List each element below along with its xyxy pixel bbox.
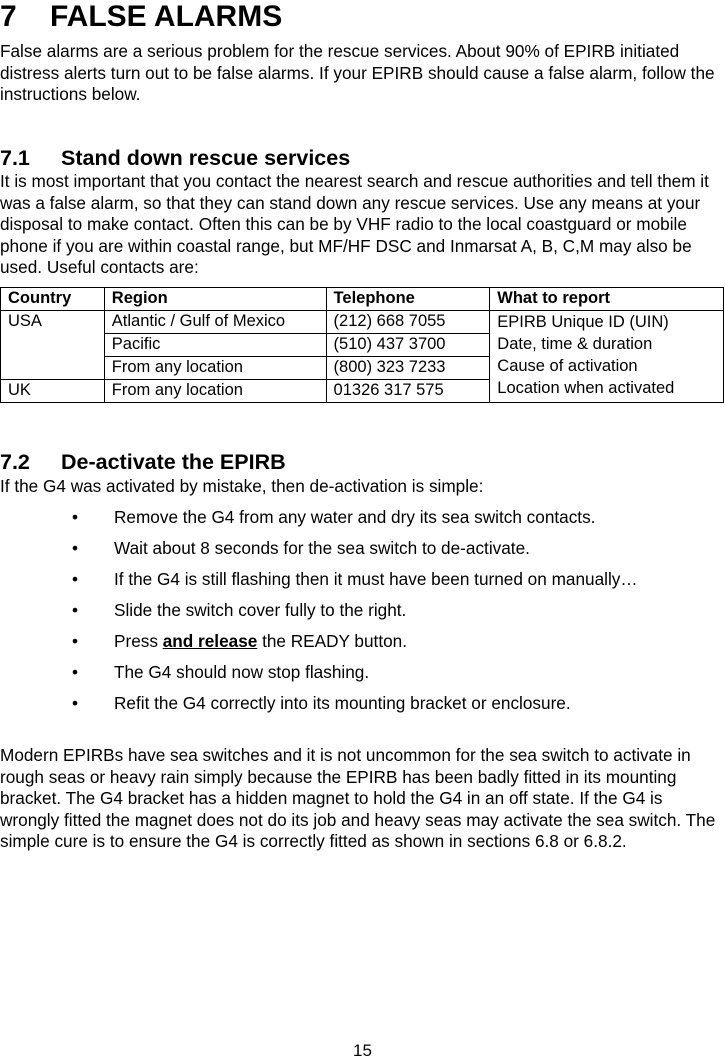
table-row — [1, 311, 724, 334]
section-7-2-heading — [0, 449, 286, 475]
section-7-2-intro: If the G4 was activated by mistake, then de-activation is simple: — [0, 476, 484, 496]
section-7-2-number: 7.2 — [0, 450, 30, 474]
step-text: If the G4 is still flashing then it must have been turned on manually… — [114, 569, 638, 589]
list-item — [0, 692, 638, 723]
step-suffix: the READY button. — [257, 631, 407, 651]
deactivation-steps-list — [0, 506, 638, 723]
section-7-number: 7 — [0, 0, 17, 33]
section-7-intro: False alarms are a serious problem for the rescue services. About 90% of EPIRB initiated distress alerts turn out to be false alarms. If your EPIRB should cause a false alarm, follow the instructions below. — [0, 41, 715, 104]
section-7-1-title: Stand down rescue services — [61, 146, 351, 170]
list-item — [0, 568, 638, 599]
bullet-icon: • — [72, 507, 79, 527]
step-prefix: Press — [114, 631, 163, 651]
step-text: Wait about 8 seconds for the sea switch to de-activate. — [114, 538, 530, 558]
list-item — [0, 661, 638, 692]
cell-what-to-report — [490, 311, 724, 403]
bullet-icon: • — [72, 631, 79, 651]
section-7-title: FALSE ALARMS — [50, 0, 283, 33]
section-7-1-number: 7.1 — [0, 146, 30, 170]
list-item — [0, 537, 638, 568]
section-7-1-body: It is most important that you contact the nearest search and rescue authorities and tell them it was a false alarm, so that they can stand down any rescue services. Use any means at your disposal to make contact. Often this can be by VHF radio to the local coastguard or mobile phone if you are within coastal range, but MF/HF DSC and Inmarsat A, B, C,M may also be used. Useful contacts are: — [0, 171, 709, 277]
cell-telephone: (212) 668 7055 — [326, 311, 490, 334]
cell-telephone: 01326 317 575 — [326, 380, 490, 403]
bullet-icon: • — [72, 693, 79, 713]
cell-country — [1, 334, 105, 357]
section-7-1-heading — [0, 145, 350, 171]
bullet-icon: • — [72, 569, 79, 589]
list-item — [0, 506, 638, 537]
report-item: EPIRB Unique ID (UIN) — [497, 313, 669, 331]
list-item — [0, 599, 638, 630]
header-telephone: Telephone — [326, 288, 490, 311]
step-text: The G4 should now stop flashing. — [114, 662, 370, 682]
cell-region: Pacific — [104, 334, 326, 357]
section-7-2-title: De-activate the EPIRB — [61, 450, 286, 474]
page-number: 15 — [353, 1041, 372, 1060]
report-item: Date, time & duration — [497, 335, 653, 353]
step-emphasis: and release — [162, 631, 258, 651]
cell-country: USA — [1, 311, 105, 334]
step-text: Refit the G4 correctly into its mounting bracket or enclosure. — [114, 693, 571, 713]
section-7-heading — [0, 0, 282, 34]
step-text: Remove the G4 from any water and dry its sea switch contacts. — [114, 507, 596, 527]
bullet-icon: • — [72, 600, 79, 620]
header-what-to-report: What to report — [490, 288, 724, 311]
header-region: Region — [104, 288, 326, 311]
cell-country: UK — [1, 380, 105, 403]
report-item: Location when activated — [497, 379, 675, 397]
header-country: Country — [1, 288, 105, 311]
cell-region: From any location — [104, 357, 326, 380]
cell-region: Atlantic / Gulf of Mexico — [104, 311, 326, 334]
cell-country — [1, 357, 105, 380]
cell-telephone: (510) 437 3700 — [326, 334, 490, 357]
bullet-icon: • — [72, 538, 79, 558]
contacts-table — [0, 287, 724, 403]
bullet-icon: • — [72, 662, 79, 682]
report-item: Cause of activation — [497, 357, 638, 375]
cell-telephone: (800) 323 7233 — [326, 357, 490, 380]
cell-region: From any location — [104, 380, 326, 403]
table-header-row — [1, 288, 724, 311]
list-item — [0, 630, 638, 661]
step-text: Slide the switch cover fully to the right. — [114, 600, 407, 620]
closing-paragraph: Modern EPIRBs have sea switches and it is not uncommon for the sea switch to activate in rough seas or heavy rain simply because the EPIRB has been badly fitted in its mounting bracket. The G4 bracket has a hidden magnet to hold the G4 in an off state. If the G4 is wrongly fitted the magnet does not do its job and heavy seas may activate the sea switch. The simple cure is to ensure the G4 is correctly fitted as shown in sections 6.8 or 6.8.2. — [0, 745, 716, 851]
